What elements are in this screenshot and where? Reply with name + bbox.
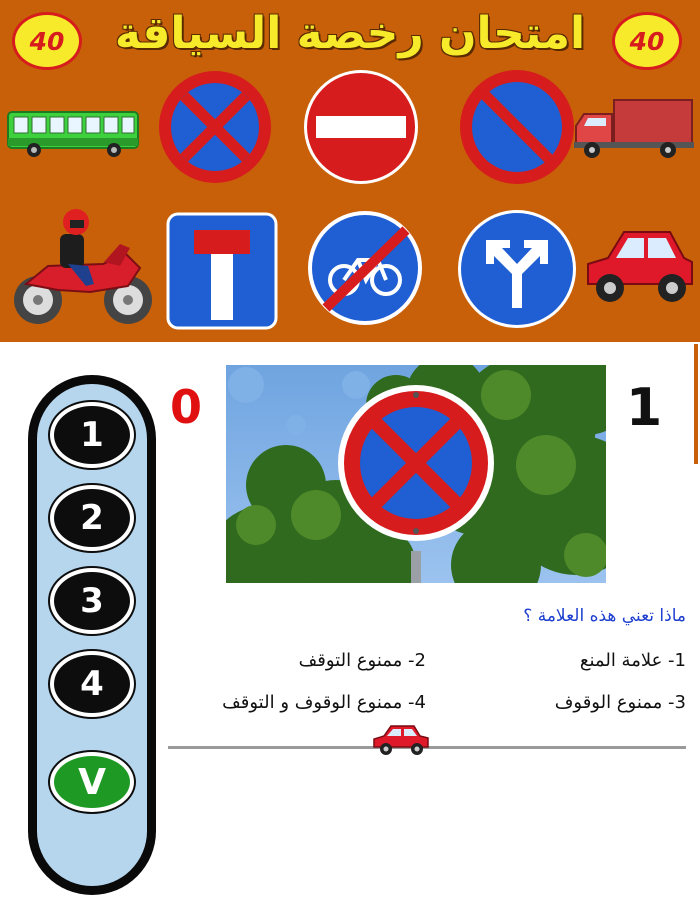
no-stopping-sign-icon [156, 68, 274, 186]
badge-40-left-label: 40 [29, 26, 65, 56]
answer-button-2[interactable]: 2 [50, 485, 134, 551]
wrong-answers-count: 0 [170, 380, 203, 434]
badge-40-right [612, 12, 682, 70]
answer-keypad-inner [37, 384, 147, 886]
answer-option-3[interactable]: 3- ممنوع الوقوف [554, 692, 686, 713]
answer-option-4[interactable]: 4- ممنوع الوقوف و التوقف [222, 692, 426, 713]
question-sign-photo [226, 365, 606, 583]
badge-40-left [12, 12, 82, 70]
validate-button[interactable]: V [50, 752, 134, 812]
correct-answers-count: 1 [626, 378, 663, 438]
right-divider [694, 344, 698, 464]
answer-button-3[interactable]: 3 [50, 568, 134, 634]
dead-end-sign-icon [166, 212, 278, 330]
no-parking-sign-icon [458, 66, 576, 188]
answer-button-1[interactable]: 1 [50, 402, 134, 468]
car-icon [584, 222, 696, 310]
answer-option-2[interactable]: 2- ممنوع التوقف [298, 650, 426, 671]
bus-icon [6, 110, 142, 160]
answer-keypad [28, 375, 156, 895]
progress-car-icon [372, 723, 430, 761]
motorcycle-icon [8, 204, 158, 330]
header-banner [0, 0, 700, 342]
badge-40-right-label: 40 [629, 26, 665, 56]
question-text: ماذا تعني هذه العلامة ؟ [523, 606, 686, 626]
truck-icon [572, 96, 696, 162]
keep-left-or-right-sign-icon [456, 208, 578, 330]
answer-button-4[interactable]: 4 [50, 651, 134, 717]
no-bicycles-sign-icon [306, 208, 424, 328]
app-title: امتحان رخصة السياقة [114, 8, 586, 59]
no-entry-sign-icon [302, 68, 420, 186]
answer-option-1[interactable]: 1- علامة المنع [579, 650, 686, 671]
